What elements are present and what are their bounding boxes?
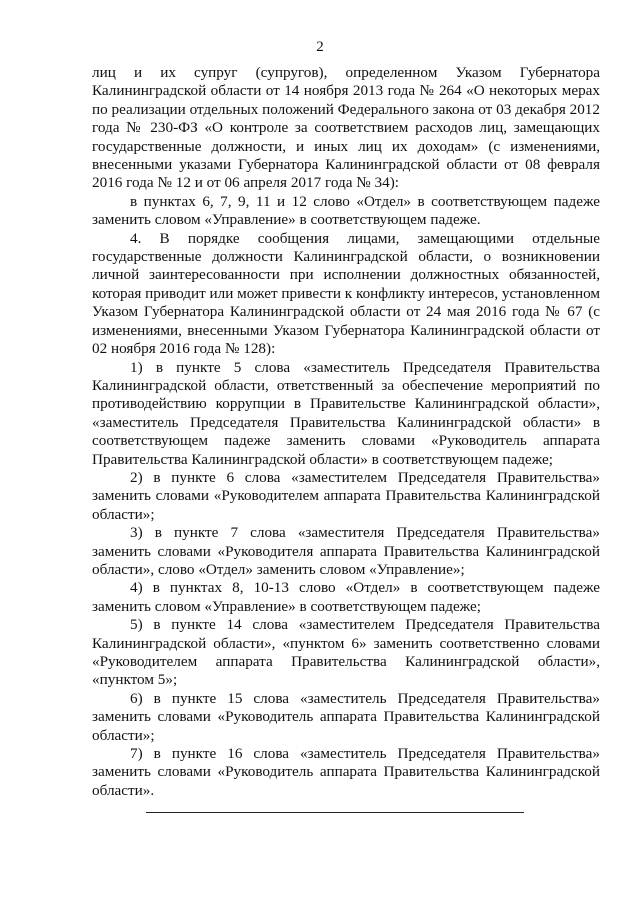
subitem-6: 6) в пункте 15 слова «заместитель Председателя Правительства» заменить словами «Руководитель аппарата Правительства Калининградской области»; xyxy=(92,689,600,744)
subitem-2: 2) в пункте 6 слова «заместителем Председателя Правительства» заменить словами «Руководителем аппарата Правительства Калининградской области»; xyxy=(92,468,600,523)
subitem-4: 4) в пунктах 8, 10-13 слово «Отдел» в соответствующем падеже заменить словом «Управление» в соответствующем падеже; xyxy=(92,579,600,615)
closing-rule-line xyxy=(146,812,524,813)
paragraph-replacement-clause: в пунктах 6, 7, 9, 11 и 12 слово «Отдел» в соответствующем падеже заменить словом «Управление» в соответствующем падеже. xyxy=(92,192,600,229)
subitem-7: 7) в пункте 16 слова «заместитель Председателя Правительства» заменить словами «Руководитель аппарата Правительства Калининградской области». xyxy=(92,745,600,799)
subitem-3: 3) в пункте 7 слова «заместителя Председателя Правительства» заменить словами «Руководителя аппарата Правительства Калининградской области», слово «Отдел» заменить словом «Управление»; xyxy=(92,524,600,578)
subitem-1: 1) в пункте 5 слова «заместитель Председателя Правительства Калининградской области, ответственный за обеспечение мероприятий по противодействию коррупции в Правительстве Калининградской области», «заместитель Председателя Правительства Калининградской области» в соответствующем падеже заменить словами «Руководитель аппарата Правительства Калининградской области» в соответствующем падеже; xyxy=(92,358,600,468)
page-number: 2 xyxy=(316,39,324,55)
document-body xyxy=(92,64,600,800)
paragraph-continuation: лиц и их супруг (супругов), определенном Указом Губернатора Калининградской области от 14 ноября 2013 года № 264 «О некоторых мерах по реализации отдельных положений Федерального закона от 03 декабря 2012 года № 230-ФЗ «О контроле за соответствием расходов лиц, замещающих государственные должности, и иных лиц их доходам» (с изменениями, внесенными указами Губернатора Калининградской области от 08 февраля 2016 года № 12 и от 06 апреля 2017 года № 34): xyxy=(92,64,600,192)
subitem-5: 5) в пункте 14 слова «заместителем Председателя Правительства Калининградской области», «пунктом 6» заменить соответственно словами «Руководителем аппарата Правительства Калининградской области», «пунктом 5»; xyxy=(92,616,600,689)
paragraph-item-4: 4. В порядке сообщения лицами, замещающими отдельные государственные должности Калининградской области, о возникновении личной заинтересованности при исполнении должностных обязанностей, которая приводит или может привести к конфликту интересов, установленном Указом Губернатора Калининградской области от 24 мая 2016 года № 67 (с изменениями, внесенными Указом Губернатора Калининградской области от 02 ноября 2016 года № 128): xyxy=(92,229,600,358)
